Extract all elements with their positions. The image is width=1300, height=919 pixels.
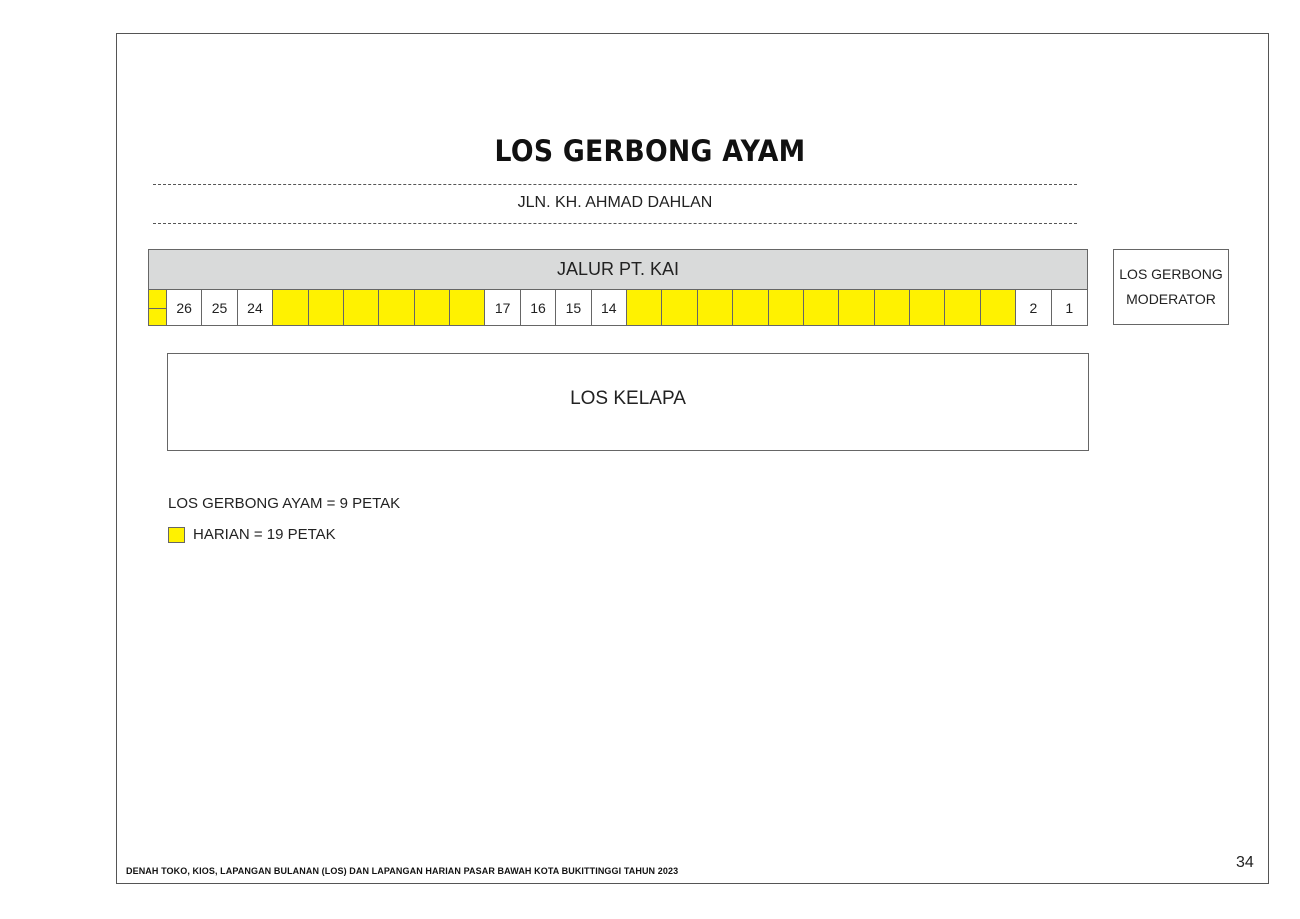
stall-1 [1052,290,1087,325]
stall-harian [910,290,945,325]
stall-harian [875,290,910,325]
stall-number: 2 [1029,299,1038,316]
harian-swatch [168,527,185,543]
street-border-top [153,184,1077,185]
stall-harian [415,290,450,325]
stall-number: 15 [565,299,582,316]
railway-strip [148,249,1088,290]
stall-number: 24 [247,299,263,316]
stall-number: 14 [601,299,617,316]
stall-25 [202,290,237,325]
stall-number: 17 [494,299,511,316]
stall-harian [839,290,874,325]
stall-harian [769,290,804,325]
stall-14 [592,290,627,325]
page-number: 34 [1236,854,1254,871]
stall-harian [804,290,839,325]
stall-harian [698,290,733,325]
stall-harian [627,290,662,325]
stall-16 [521,290,556,325]
stall-number: 1 [1065,299,1074,316]
stall-2 [1016,290,1051,325]
street-border-bottom [153,223,1077,224]
page-title: LOS GERBONG AYAM [494,134,806,168]
los-kelapa-block [167,353,1089,451]
railway-label: JALUR PT. KAI [556,259,680,279]
stall-harian [733,290,768,325]
stall-harian [945,290,980,325]
legend-harian [168,526,336,543]
legend-summary: LOS GERBONG AYAM = 9 PETAK [168,495,401,512]
stall-harian [273,290,308,325]
street-label: JLN. KH. AHMAD DAHLAN [517,194,713,211]
stall-harian [379,290,414,325]
stall-15 [556,290,591,325]
stall-harian [662,290,697,325]
legend-harian-label: HARIAN = 19 PETAK [193,526,336,543]
los-gerbong-moderator-box [1113,249,1229,325]
side-box-line2: MODERATOR [1126,291,1216,307]
stall-harian [344,290,379,325]
stall-harian [981,290,1016,325]
stall-harian [450,290,485,325]
stall-number: 16 [530,299,546,316]
stall-number: 26 [176,299,192,316]
los-kelapa-label: LOS KELAPA [570,388,686,409]
footer-caption: DENAH TOKO, KIOS, LAPANGAN BULANAN (LOS) DAN LAPANGAN HARIAN PASAR BAWAH KOTA BUKITTINGGI TAHUN 2023 [126,866,679,876]
stall-26 [167,290,202,325]
stall-row [148,290,1088,326]
side-box-line1: LOS GERBONG [1119,266,1223,282]
stall-number: 25 [211,299,228,316]
stall-harian [309,290,344,325]
stall-harian-split [149,290,167,325]
stall-24 [238,290,273,325]
stall-17 [485,290,520,325]
